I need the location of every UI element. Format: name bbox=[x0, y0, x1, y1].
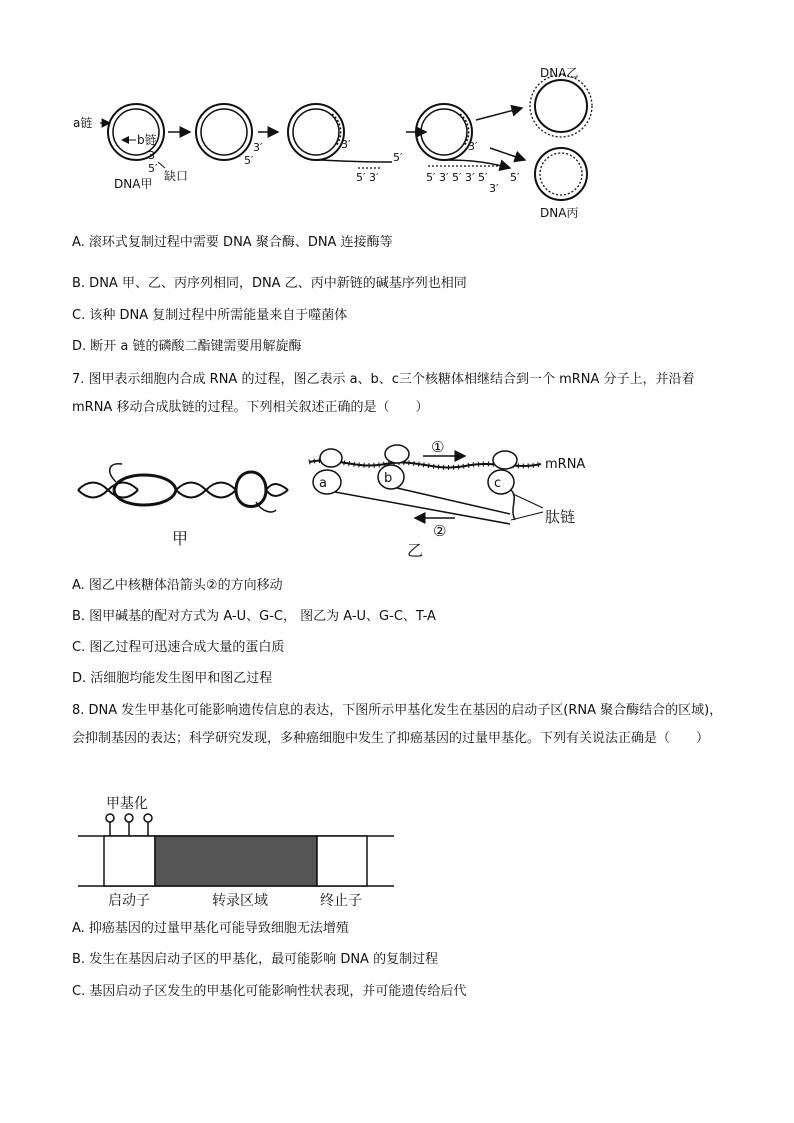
ribosome-b bbox=[378, 445, 409, 489]
label-nick: 缺口 bbox=[164, 169, 189, 183]
label-promoter: 启动子 bbox=[108, 893, 150, 909]
svg-text:3′: 3′ bbox=[489, 182, 499, 195]
label-mrna: mRNA bbox=[545, 457, 586, 472]
label-fig-jia: 甲 bbox=[172, 529, 189, 548]
label-strand-a: a链 bbox=[73, 116, 93, 130]
ribosome-a bbox=[313, 449, 342, 494]
ribosome-c bbox=[488, 451, 517, 494]
svg-text:b: b bbox=[384, 471, 393, 486]
translation-figure-yi bbox=[305, 436, 605, 562]
label-strand-b: b链 bbox=[137, 133, 157, 147]
svg-text:3′: 3′ bbox=[341, 138, 351, 151]
terminator-region bbox=[317, 836, 367, 886]
q7-stem: 7. 图甲表示细胞内合成 RNA 的过程，图乙表示 a、b、c三个核糖体相继结合到一个 mRNA 分子上，并沿着 mRNA 移动合成肽链的过程。下列相关叙述正确的是（ ） bbox=[72, 372, 695, 415]
svg-text:5′ 3′ 5′ 3′ 5′: 5′ 3′ 5′ 3′ 5′ bbox=[426, 171, 488, 184]
svg-text:5′: 5′ bbox=[510, 171, 520, 184]
q7-option-b: B. 图甲碱基的配对方式为 A-U、G-C， 图乙为 A-U、G-C、T-A bbox=[72, 609, 436, 624]
svg-text:5′: 5′ bbox=[244, 154, 254, 167]
svg-text:a: a bbox=[319, 476, 327, 491]
q8-stem: 8. DNA 发生甲基化可能影响遗传信息的表达，下图所示甲基化发生在基因的启动子区(RNA 聚合酶结合的区域)，会抑制基因的表达；科学研究发现，多种癌细胞中发生了抑癌基因的过量甲基化。下列有关说法正确是（ ） bbox=[72, 703, 723, 746]
q8-option-b: B. 发生在基因启动子区的甲基化，最可能影响 DNA 的复制过程 bbox=[72, 952, 439, 967]
dna-yi-diagram bbox=[530, 66, 592, 137]
label-dna-jia: DNA甲 bbox=[114, 177, 153, 191]
label-peptide: 肽链 bbox=[545, 508, 576, 526]
svg-text:3′: 3′ bbox=[148, 149, 158, 162]
label-dna-yi: DNA乙 bbox=[540, 66, 579, 80]
label-arrow-1: ① bbox=[431, 438, 445, 456]
methyl-groups bbox=[106, 814, 152, 836]
dna-bing-diagram bbox=[535, 148, 587, 220]
svg-text:5′: 5′ bbox=[393, 151, 403, 164]
q6-option-c: C. 该种 DNA 复制过程中所需能量来自于噬菌体 bbox=[72, 308, 348, 323]
q7-option-a: A. 图乙中核糖体沿箭头②的方向移动 bbox=[72, 578, 283, 593]
label-fig-yi: 乙 bbox=[407, 541, 424, 560]
dna-jia-diagram bbox=[73, 104, 188, 191]
label-methylation: 甲基化 bbox=[106, 796, 148, 812]
q6-option-a: A. 滚环式复制过程中需要 DNA 聚合酶、DNA 连接酶等 bbox=[72, 235, 393, 250]
svg-text:c: c bbox=[494, 476, 502, 491]
svg-text:3′: 3′ bbox=[468, 140, 478, 153]
label-arrow-2: ② bbox=[433, 522, 447, 540]
label-dna-bing: DNA丙 bbox=[540, 206, 579, 220]
promoter-region bbox=[104, 836, 155, 886]
q6-option-d: D. 断开 a 链的磷酸二酯键需要用解旋酶 bbox=[72, 339, 302, 354]
label-transcribed: 转录区域 bbox=[212, 893, 268, 909]
q7-option-c: C. 图乙过程可迅速合成大量的蛋白质 bbox=[72, 640, 285, 655]
q6-option-b: B. DNA 甲、乙、丙序列相同，DNA 乙、丙中新链的碱基序列也相同 bbox=[72, 276, 467, 291]
transcription-figure-jia bbox=[76, 452, 296, 552]
label-terminator: 终止子 bbox=[320, 893, 362, 909]
q8-option-c: C. 基因启动子区发生的甲基化可能影响性状表现，并可能遗传给后代 bbox=[72, 984, 467, 999]
q8-option-a: A. 抑癌基因的过量甲基化可能导致细胞无法增殖 bbox=[72, 921, 349, 936]
methylation-figure bbox=[74, 790, 404, 910]
rolling-circle-figure bbox=[70, 60, 610, 225]
q7-option-d: D. 活细胞均能发生图甲和图乙过程 bbox=[72, 671, 273, 686]
svg-text:3′: 3′ bbox=[253, 141, 263, 154]
svg-text:5′ 3′: 5′ 3′ bbox=[356, 171, 379, 184]
transcribed-region bbox=[155, 836, 317, 886]
svg-text:5′: 5′ bbox=[148, 162, 158, 175]
